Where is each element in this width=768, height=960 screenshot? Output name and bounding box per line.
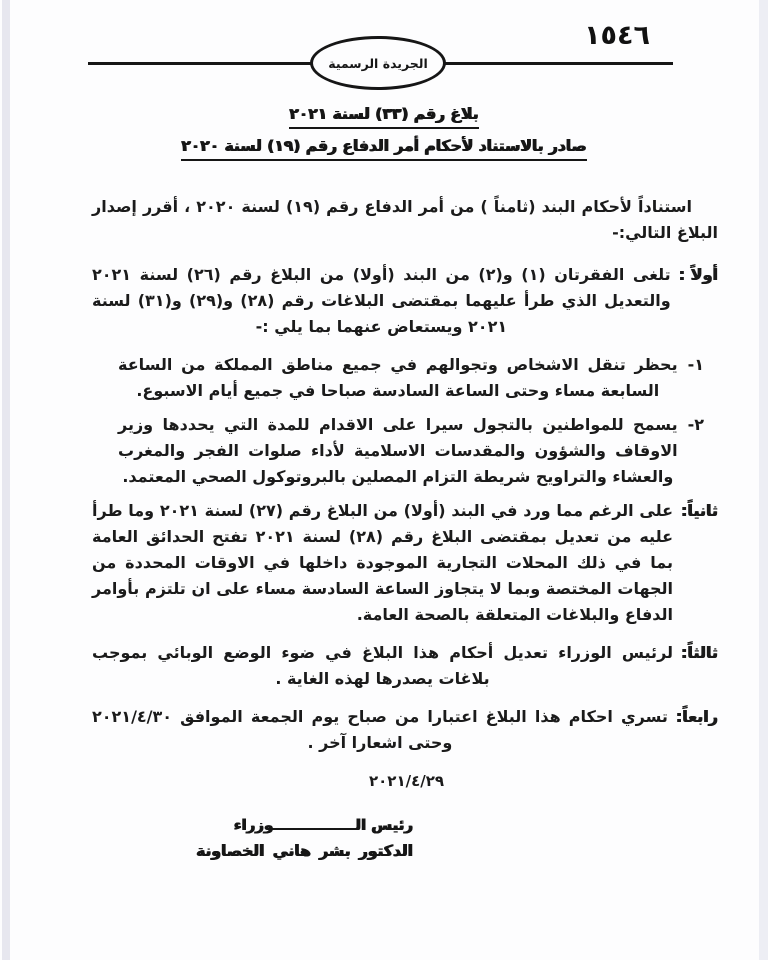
title-line-2: صادر بالاستناد لأحكام أمر الدفاع رقم (١٩) لسنة ٢٠٢٠	[181, 136, 586, 161]
clause-third-label: ثالثاً:	[681, 643, 718, 662]
gazette-oval-label: الجريدة الرسمية	[328, 55, 428, 71]
clause-fourth-label: رابعاً:	[675, 707, 718, 726]
gazette-header	[0, 0, 768, 98]
sub-item-2-number: ٢-	[687, 415, 704, 434]
document-body	[0, 168, 768, 794]
clause-third	[92, 640, 718, 692]
sub-item-1	[92, 352, 704, 404]
sub-item-2	[92, 412, 704, 490]
page-edge-left	[2, 0, 10, 960]
signature-block	[196, 812, 413, 864]
clause-first-text: تلغى الفقرتان (١) و(٢) من البند (أولا) من البلاغ رقم (٢٦) لسنة ٢٠٢١ والتعديل الذي طرأ عليهما بمقتضى البلاغات رقم (٢٨) و(٢٩) و(٣١) لسنة ٢٠٢١ ويستعاض عنهما بما يلي :-	[92, 265, 671, 336]
intro-paragraph: استناداً لأحكام البند (ثامناً ) من أمر الدفاع رقم (١٩) لسنة ٢٠٢٠ ، أقرر إصدار البلاغ التالي:-	[92, 197, 718, 242]
document-titles	[0, 104, 768, 168]
page-number: ١٥٤٦	[584, 20, 650, 51]
signature-name: الدكتور بشر هاني الخصاونة	[196, 842, 413, 860]
page-edge-right	[759, 0, 768, 960]
sub-item-2-text: يسمح للمواطنين بالتجول سيرا على الاقدام للمدة التي يحددها وزير الاوقاف والشؤون والمقدسات الاسلامية لأداء صلوات الفجر والمغرب والعشاء والتراويح شريطة التزام المصلين بالبروتوكول الصحي المعتمد.	[118, 415, 678, 486]
clause-fourth-text: تسري احكام هذا البلاغ اعتبارا من صباح يوم الجمعة الموافق ٢٠٢١/٤/٣٠ وحتى اشعارا آخر .	[92, 707, 668, 752]
sub-item-1-text: يحظر تنقل الاشخاص وتجوالهم في جميع مناطق المملكة من الساعة السابعة مساء وحتى الساعة السادسة صباحا في جميع أيام الاسبوع.	[118, 355, 678, 400]
clause-first-label: أولاً :	[678, 265, 718, 284]
clause-second-text: على الرغم مما ورد في البند (أولا) من البلاغ رقم (٢٧) لسنة ٢٠٢١ وما طرأ عليه من تعديل بمقتضى البلاغ رقم (٢٨) لسنة ٢٠٢١ تفتح الحدائق العامة بما في ذلك المحلات التجارية الموجودة داخلها في الاوقات المحددة من الجهات المختصة وبما لا يتجاوز الساعة السادسة مساء على ان تلتزم بأوامر الدفاع والبلاغات المتعلقة بالصحة العامة.	[92, 501, 674, 624]
clause-first	[92, 262, 718, 340]
title-line-1: بلاغ رقم (٣٣) لسنة ٢٠٢١	[289, 104, 478, 129]
clause-fourth	[92, 704, 718, 756]
gazette-oval	[310, 36, 446, 90]
signature-title: رئيس الــــــــــــــــوزراء	[233, 816, 413, 834]
sub-item-1-number: ١-	[687, 355, 704, 374]
issue-date: ٢٠٢١/٤/٢٩	[369, 772, 445, 790]
clause-second-label: ثانياً:	[681, 501, 718, 520]
clause-second	[92, 498, 718, 628]
clause-third-text: لرئيس الوزراء تعديل أحكام هذا البلاغ في ضوء الوضع الوبائي بموجب بلاغات يصدرها لهذه الغاية .	[92, 643, 674, 688]
